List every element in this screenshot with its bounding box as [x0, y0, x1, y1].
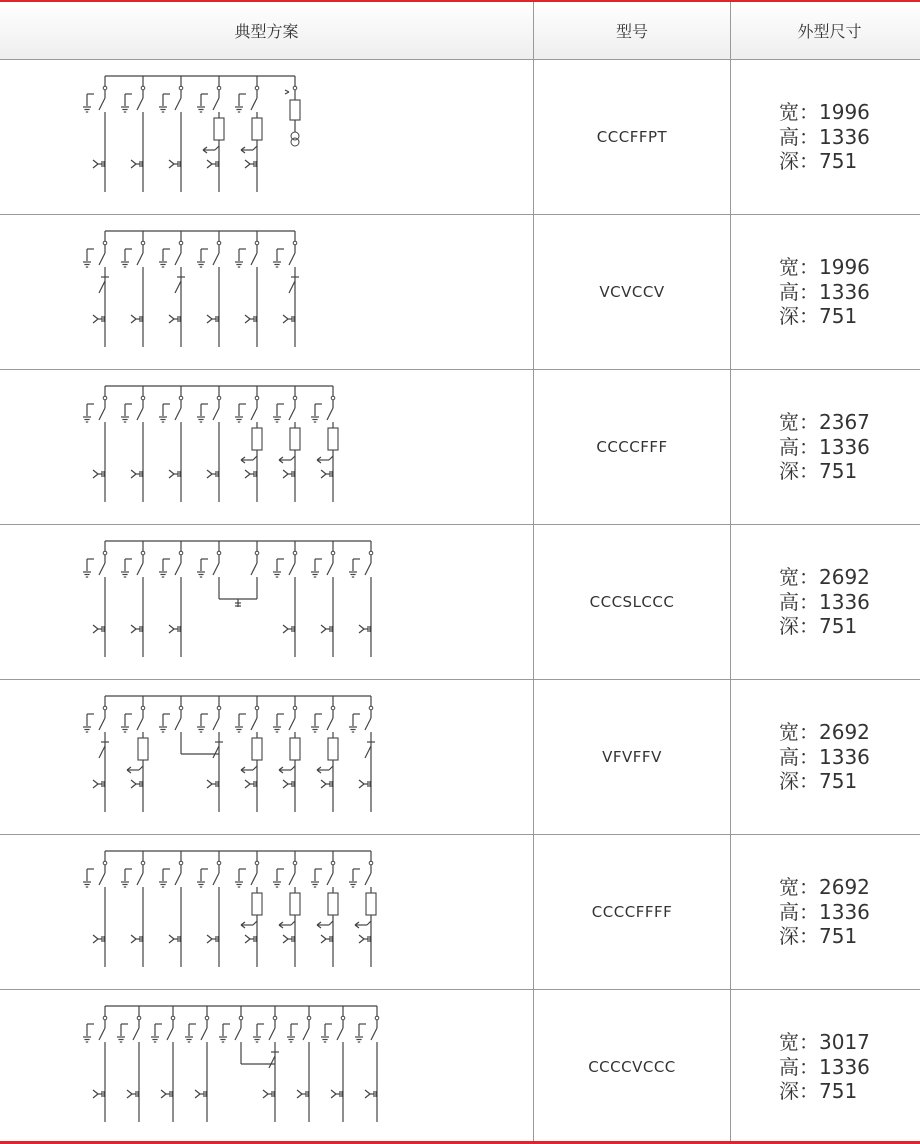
cable-head-symbol: [297, 1090, 302, 1094]
bus-node: [103, 861, 107, 865]
width-text: 宽：1996: [779, 255, 870, 280]
size-cell: [731, 835, 920, 990]
cable-head-symbol: [93, 164, 98, 168]
bus-node: [141, 706, 145, 710]
model-cell: VCVCCV: [534, 215, 731, 370]
bus-node: [369, 861, 373, 865]
height-text: 高：1336: [779, 899, 870, 924]
switch-blade: [213, 408, 219, 420]
bus-node: [255, 861, 259, 865]
fuse-symbol: [290, 100, 300, 120]
cable-head-symbol: [321, 784, 326, 788]
cable-head-symbol: [131, 784, 136, 788]
cable-head-symbol: [207, 164, 212, 168]
height-text: 高：1336: [779, 434, 870, 459]
cable-head-symbol: [245, 784, 250, 788]
bus-node: [331, 396, 335, 400]
cable-head-symbol: [283, 784, 288, 788]
switch-blade: [327, 563, 333, 575]
cable-head-symbol: [283, 935, 288, 939]
cable-head-symbol: [359, 625, 364, 629]
bus-node: [137, 1016, 141, 1020]
bus-node: [369, 551, 373, 555]
fuse-symbol: [252, 738, 262, 760]
model-cell: CCCSLCCC: [534, 525, 731, 680]
switch-blade: [327, 718, 333, 730]
model-cell: CCCCFFF: [534, 370, 731, 525]
bus-node: [331, 551, 335, 555]
fuse-symbol: [328, 428, 338, 450]
cable-head-symbol: [169, 474, 174, 478]
cable-head-symbol: [169, 625, 174, 629]
table-row: [0, 215, 920, 370]
bus-node: [293, 706, 297, 710]
switch-blade: [365, 873, 371, 885]
bus-node: [273, 1016, 277, 1020]
switch-blade: [289, 253, 295, 265]
switch-blade: [327, 873, 333, 885]
depth-text: 深：751: [779, 459, 858, 484]
cable-head-symbol: [93, 629, 98, 633]
switch-blade: [175, 563, 181, 575]
arrester-symbol: [285, 92, 289, 94]
switch-blade: [133, 1028, 139, 1040]
cable-head-symbol: [93, 625, 98, 629]
cable-head-symbol: [195, 1094, 200, 1098]
switch-blade: [175, 253, 181, 265]
cable-head-symbol: [93, 1094, 98, 1098]
switch-blade: [251, 408, 257, 420]
switch-blade: [99, 1028, 105, 1040]
cable-head-symbol: [321, 474, 326, 478]
switch-blade: [175, 281, 181, 293]
cable-head-symbol: [245, 780, 250, 784]
bus-node: [217, 551, 221, 555]
bus-node: [293, 86, 297, 90]
cable-head-symbol: [93, 315, 98, 319]
switch-blade: [99, 253, 105, 265]
cable-head-symbol: [283, 474, 288, 478]
switch-blade: [365, 718, 371, 730]
switch-blade: [213, 253, 219, 265]
model-cell: VFVFFV: [534, 680, 731, 835]
switch-blade: [137, 563, 143, 575]
switch-blade: [251, 873, 257, 885]
switch-blade: [289, 718, 295, 730]
bus-node: [293, 551, 297, 555]
cable-head-symbol: [359, 939, 364, 943]
cable-head-symbol: [93, 1090, 98, 1094]
cable-head-symbol: [93, 780, 98, 784]
cable-head-symbol: [321, 629, 326, 633]
bus-node: [293, 396, 297, 400]
cable-head-symbol: [169, 315, 174, 319]
bus-node: [293, 861, 297, 865]
fuse-symbol: [366, 893, 376, 915]
depth-text: 深：751: [779, 304, 858, 329]
table-row: [0, 990, 920, 1144]
bus-node: [179, 396, 183, 400]
bus-node: [179, 241, 183, 245]
cable-head-symbol: [207, 315, 212, 319]
bus-node: [171, 1016, 175, 1020]
cable-head-symbol: [131, 160, 136, 164]
bus-node: [141, 396, 145, 400]
cable-head-symbol: [131, 625, 136, 629]
scheme-cell: [0, 835, 534, 990]
cable-head-symbol: [131, 474, 136, 478]
bus-node: [255, 86, 259, 90]
bus-node: [217, 86, 221, 90]
scheme-diagram: [0, 215, 531, 369]
width-text: 宽：2692: [779, 875, 870, 900]
table-row: [0, 525, 920, 680]
cable-head-symbol: [359, 629, 364, 633]
bus-node: [103, 551, 107, 555]
switch-blade: [303, 1028, 309, 1040]
bus-node: [217, 396, 221, 400]
cable-head-symbol: [131, 470, 136, 474]
cable-head-symbol: [321, 470, 326, 474]
bus-node: [255, 551, 259, 555]
switch-blade: [99, 563, 105, 575]
cable-head-symbol: [161, 1090, 166, 1094]
cable-head-symbol: [131, 315, 136, 319]
bus-node: [293, 241, 297, 245]
switch-blade: [213, 746, 219, 758]
bus-node: [217, 861, 221, 865]
cable-head-symbol: [161, 1094, 166, 1098]
depth-text: 深：751: [779, 924, 858, 949]
switch-blade: [137, 873, 143, 885]
bus-node: [217, 241, 221, 245]
fuse-symbol: [290, 428, 300, 450]
cable-head-symbol: [131, 935, 136, 939]
cable-head-symbol: [245, 470, 250, 474]
bus-node: [103, 396, 107, 400]
bus-node: [103, 1016, 107, 1020]
cable-head-symbol: [169, 629, 174, 633]
switch-blade: [251, 98, 257, 110]
switch-blade: [213, 718, 219, 730]
table-row: [0, 60, 920, 215]
header-model: 型号: [534, 2, 731, 60]
fuse-symbol: [290, 893, 300, 915]
header-scheme: 典型方案: [0, 2, 534, 60]
scheme-diagram: [0, 370, 531, 524]
scheme-diagram: [0, 680, 531, 834]
fuse-symbol: [252, 118, 262, 140]
depth-text: 深：751: [779, 769, 858, 794]
bus-node: [255, 396, 259, 400]
cable-head-symbol: [321, 939, 326, 943]
switch-blade: [99, 718, 105, 730]
table-row: [0, 370, 920, 525]
switch-blade: [213, 98, 219, 110]
scheme-cell: [0, 680, 534, 835]
cable-head-symbol: [131, 319, 136, 323]
height-text: 高：1336: [779, 589, 870, 614]
width-text: 宽：2367: [779, 410, 870, 435]
switch-blade: [365, 563, 371, 575]
switch-blade: [99, 281, 105, 293]
switch-blade: [137, 98, 143, 110]
cable-head-symbol: [93, 319, 98, 323]
switch-blade: [137, 408, 143, 420]
cable-head-symbol: [283, 625, 288, 629]
switch-blade: [251, 563, 257, 575]
bus-node: [307, 1016, 311, 1020]
cable-head-symbol: [283, 319, 288, 323]
scheme-cell: [0, 215, 534, 370]
switch-blade: [201, 1028, 207, 1040]
switch-blade: [289, 873, 295, 885]
transformer-symbol: [291, 138, 299, 146]
cable-head-symbol: [245, 315, 250, 319]
cable-head-symbol: [283, 629, 288, 633]
cable-head-symbol: [169, 319, 174, 323]
cable-head-symbol: [195, 1090, 200, 1094]
width-text: 宽：2692: [779, 720, 870, 745]
bus-node: [331, 706, 335, 710]
switch-blade: [99, 408, 105, 420]
scheme-diagram: [0, 525, 531, 679]
cable-head-symbol: [263, 1094, 268, 1098]
table-row: [0, 680, 920, 835]
cable-head-symbol: [207, 935, 212, 939]
depth-text: 深：751: [779, 149, 858, 174]
width-text: 宽：1996: [779, 100, 870, 125]
size-cell: [731, 370, 920, 525]
cable-head-symbol: [245, 319, 250, 323]
size-cell: [731, 215, 920, 370]
cable-head-symbol: [331, 1094, 336, 1098]
switch-blade: [213, 563, 219, 575]
size-cell: [731, 60, 920, 215]
switch-blade: [175, 98, 181, 110]
switch-blade: [137, 718, 143, 730]
model-cell: CCCFFPT: [534, 60, 731, 215]
cable-head-symbol: [245, 939, 250, 943]
bus-node: [255, 706, 259, 710]
bus-node: [369, 706, 373, 710]
switch-blade: [167, 1028, 173, 1040]
cable-head-symbol: [207, 319, 212, 323]
cable-head-symbol: [127, 1090, 132, 1094]
cable-head-symbol: [131, 939, 136, 943]
fuse-symbol: [214, 118, 224, 140]
cable-head-symbol: [169, 935, 174, 939]
bus-node: [179, 86, 183, 90]
depth-text: 深：751: [779, 1079, 858, 1104]
switch-blade: [251, 253, 257, 265]
cable-head-symbol: [207, 780, 212, 784]
cable-head-symbol: [283, 780, 288, 784]
bus-node: [205, 1016, 209, 1020]
cable-head-symbol: [207, 939, 212, 943]
scheme-table: [0, 2, 920, 1144]
table-row: [0, 835, 920, 990]
height-text: 高：1336: [779, 1054, 870, 1079]
bus-node: [103, 706, 107, 710]
table-header-row: [0, 2, 920, 60]
scheme-cell: [0, 990, 534, 1144]
switch-blade: [337, 1028, 343, 1040]
cable-head-symbol: [207, 470, 212, 474]
bus-node: [103, 86, 107, 90]
cable-head-symbol: [321, 625, 326, 629]
cable-head-symbol: [169, 939, 174, 943]
cable-head-symbol: [169, 164, 174, 168]
scheme-cell: [0, 525, 534, 680]
switch-blade: [137, 253, 143, 265]
fuse-symbol: [328, 893, 338, 915]
bus-node: [141, 551, 145, 555]
cable-head-symbol: [331, 1090, 336, 1094]
bus-node: [217, 706, 221, 710]
scheme-diagram: [0, 990, 531, 1144]
switch-blade: [175, 408, 181, 420]
fuse-symbol: [252, 893, 262, 915]
height-text: 高：1336: [779, 744, 870, 769]
bus-node: [255, 241, 259, 245]
cable-head-symbol: [93, 939, 98, 943]
fuse-symbol: [138, 738, 148, 760]
size-cell: [731, 680, 920, 835]
cable-head-symbol: [283, 939, 288, 943]
bus-node: [331, 861, 335, 865]
scheme-cell: [0, 60, 534, 215]
switch-blade: [371, 1028, 377, 1040]
switch-blade: [251, 718, 257, 730]
cable-head-symbol: [297, 1094, 302, 1098]
switch-blade: [175, 718, 181, 730]
cable-head-symbol: [359, 784, 364, 788]
cable-head-symbol: [131, 629, 136, 633]
scheme-cell: [0, 370, 534, 525]
switch-blade: [269, 1028, 275, 1040]
bus-node: [141, 861, 145, 865]
fuse-symbol: [252, 428, 262, 450]
fuse-symbol: [328, 738, 338, 760]
cable-head-symbol: [131, 780, 136, 784]
switch-blade: [289, 563, 295, 575]
switch-blade: [99, 873, 105, 885]
bus-node: [341, 1016, 345, 1020]
switch-blade: [99, 98, 105, 110]
cable-head-symbol: [321, 935, 326, 939]
cable-head-symbol: [93, 470, 98, 474]
cable-head-symbol: [207, 784, 212, 788]
cable-head-symbol: [359, 935, 364, 939]
cable-head-symbol: [245, 935, 250, 939]
depth-text: 深：751: [779, 614, 858, 639]
cable-head-symbol: [127, 1094, 132, 1098]
bus-node: [141, 241, 145, 245]
cable-head-symbol: [169, 470, 174, 474]
cable-head-symbol: [263, 1090, 268, 1094]
cable-head-symbol: [169, 160, 174, 164]
switch-blade: [269, 1056, 275, 1068]
cable-head-symbol: [93, 160, 98, 164]
bus-node: [375, 1016, 379, 1020]
cable-head-symbol: [359, 780, 364, 784]
height-text: 高：1336: [779, 279, 870, 304]
bus-node: [141, 86, 145, 90]
cable-head-symbol: [283, 315, 288, 319]
width-text: 宽：2692: [779, 565, 870, 590]
cable-head-symbol: [365, 1094, 370, 1098]
scheme-diagram: [0, 835, 531, 989]
bus-node: [179, 861, 183, 865]
switch-blade: [289, 408, 295, 420]
cable-head-symbol: [131, 164, 136, 168]
switch-blade: [235, 1028, 241, 1040]
switch-blade: [99, 746, 105, 758]
model-cell: CCCCVCCC: [534, 990, 731, 1144]
bus-node: [179, 706, 183, 710]
cable-head-symbol: [245, 474, 250, 478]
cable-head-symbol: [93, 784, 98, 788]
cable-head-symbol: [93, 474, 98, 478]
scheme-diagram: [0, 60, 531, 214]
cable-head-symbol: [245, 160, 250, 164]
fuse-symbol: [290, 738, 300, 760]
cable-head-symbol: [245, 164, 250, 168]
bus-node: [103, 241, 107, 245]
cable-head-symbol: [207, 474, 212, 478]
height-text: 高：1336: [779, 124, 870, 149]
size-cell: [731, 525, 920, 680]
switch-blade: [289, 281, 295, 293]
bus-node: [239, 1016, 243, 1020]
bus-node: [179, 551, 183, 555]
width-text: 宽：3017: [779, 1030, 870, 1055]
cable-head-symbol: [283, 470, 288, 474]
cable-head-symbol: [207, 160, 212, 164]
cable-head-symbol: [321, 780, 326, 784]
switch-blade: [213, 873, 219, 885]
switch-blade: [327, 408, 333, 420]
cable-head-symbol: [365, 1090, 370, 1094]
switch-blade: [175, 873, 181, 885]
header-size: 外型尺寸: [731, 2, 920, 60]
size-cell: [731, 990, 920, 1144]
cable-head-symbol: [93, 935, 98, 939]
model-cell: CCCCFFFF: [534, 835, 731, 990]
switch-blade: [365, 746, 371, 758]
